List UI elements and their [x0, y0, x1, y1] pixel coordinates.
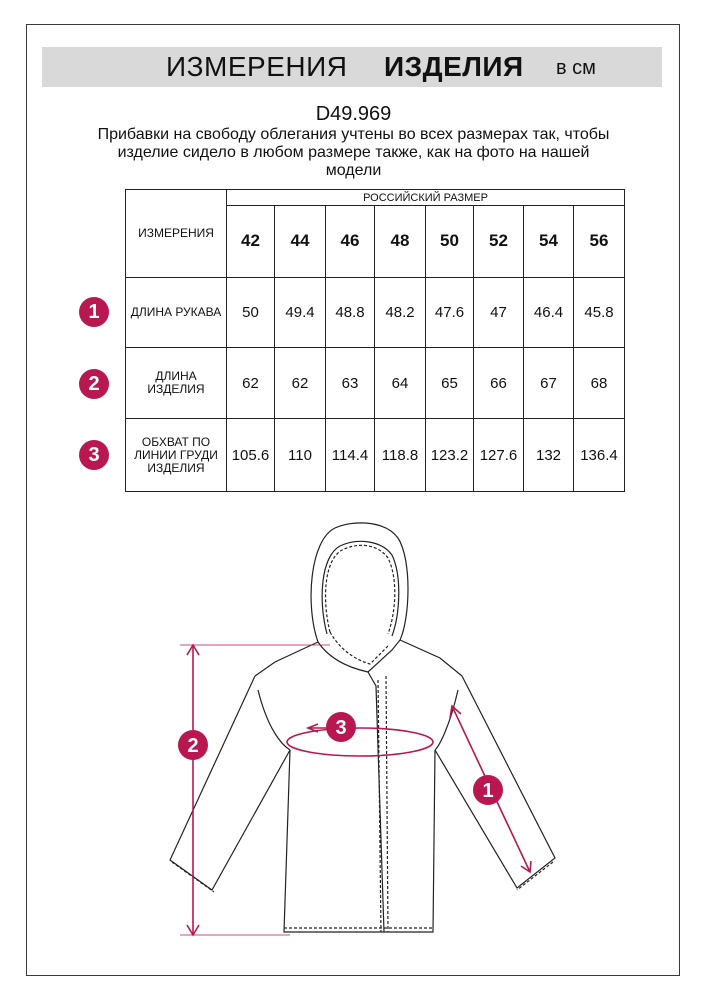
- row-label-text: ОБХВАТ ПО ЛИНИИ ГРУДИ ИЗДЕЛИЯ: [134, 434, 218, 475]
- table-cell: 45.8: [574, 277, 625, 347]
- table-row: [126, 348, 625, 419]
- row-label-text: ДЛИНА ИЗДЕЛИЯ: [147, 369, 205, 397]
- table-cell: 123.2: [426, 419, 474, 492]
- table-cell: 46.4: [524, 277, 574, 347]
- size-header: 42: [227, 206, 275, 277]
- size-header: 56: [574, 206, 625, 277]
- fit-note: Прибавки на свободу облегания учтены во всех размерах так, чтобы изделие сидело в любом размере также, как на фото на нашей модели: [97, 126, 610, 179]
- table-cell: 127.6: [474, 419, 524, 492]
- marker-2: 2: [187, 735, 199, 757]
- table-row: [126, 277, 625, 347]
- unit-label: в см: [556, 57, 596, 79]
- row-label-sleeve-length: ДЛИНА РУКАВА: [126, 277, 227, 347]
- marker-1: 1: [482, 780, 494, 802]
- size-header: 52: [474, 206, 524, 277]
- table-cell: 132: [524, 419, 574, 492]
- table-cell: 50: [227, 277, 275, 347]
- table-cell: 47.6: [426, 277, 474, 347]
- page-title: ИЗМЕРЕНИЯ: [166, 51, 348, 82]
- table-cell: 64: [375, 348, 426, 419]
- page-title-bold: ИЗДЕЛИЯ: [384, 51, 524, 82]
- table-cell: 48.2: [375, 277, 426, 347]
- table-cell: 67: [524, 348, 574, 419]
- size-header: 54: [524, 206, 574, 277]
- table-cell: 62: [275, 348, 326, 419]
- size-table: [125, 189, 625, 492]
- row-badge-2: 2: [79, 369, 109, 399]
- table-cell: 62: [227, 348, 275, 419]
- table-cell: 49.4: [275, 277, 326, 347]
- table-cell: 105.6: [227, 419, 275, 492]
- row-badge-1: 1: [79, 297, 109, 327]
- size-header: 44: [275, 206, 326, 277]
- table-cell: 47: [474, 277, 524, 347]
- table-cell: 68: [574, 348, 625, 419]
- jacket-sketch: [0, 500, 707, 970]
- table-cell: 118.8: [375, 419, 426, 492]
- table-cell: 136.4: [574, 419, 625, 492]
- size-header: 50: [426, 206, 474, 277]
- table-cell: 63: [326, 348, 375, 419]
- table-row: [126, 419, 625, 492]
- table-cell: 65: [426, 348, 474, 419]
- measurements-header: ИЗМЕРЕНИЯ: [126, 190, 227, 278]
- row-label-chest-girth: [126, 419, 227, 492]
- russian-size-header: РОССИЙСКИЙ РАЗМЕР: [227, 190, 625, 206]
- size-header: 46: [326, 206, 375, 277]
- size-header: 48: [375, 206, 426, 277]
- table-cell: 48.8: [326, 277, 375, 347]
- table-cell: 110: [275, 419, 326, 492]
- row-label-garment-length: [126, 348, 227, 419]
- diagram-markers: [178, 712, 503, 805]
- row-badge-3: 3: [79, 440, 109, 470]
- table-cell: 114.4: [326, 419, 375, 492]
- marker-3: 3: [335, 717, 347, 739]
- table-cell: 66: [474, 348, 524, 419]
- article-number: D49.969: [315, 103, 392, 125]
